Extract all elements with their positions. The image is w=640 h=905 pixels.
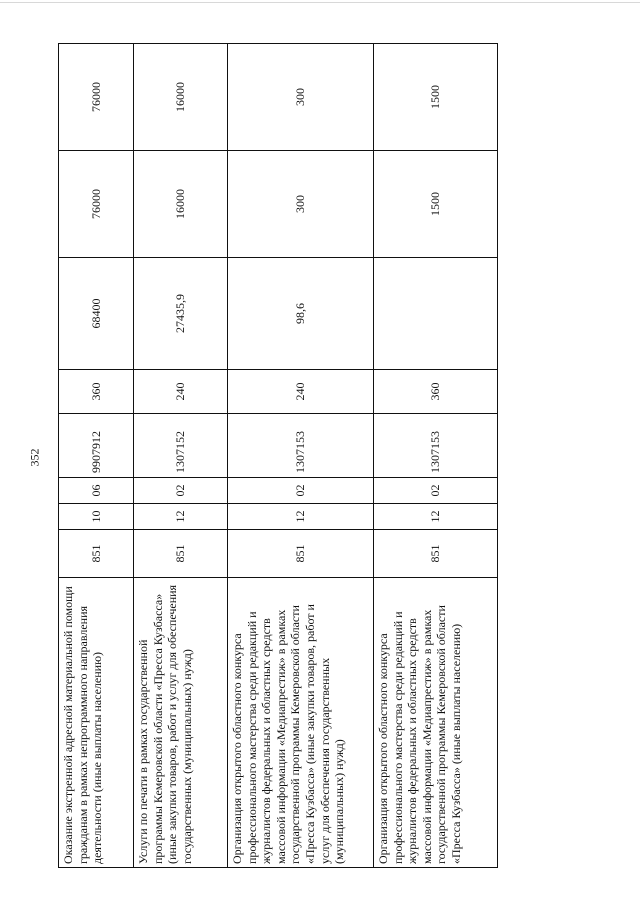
rotated-page-content [58, 43, 498, 868]
amount-col-2: 1500 [374, 151, 498, 258]
amount-col-2: 300 [228, 151, 374, 258]
section-code: 12 [228, 504, 374, 530]
row-description: Организация открытого областного конкурса профессионального мастерства среди редакций и журналистов федеральных и областных средств массовой информации «Медиапрестиж» в рамках государственной программы Кемеровской области «Пресса Кузбасса» (иные закупки товаров, работ и услуг для обеспечения государственных (муниципальных) нужд) [228, 578, 374, 868]
ministry-code: 851 [134, 530, 228, 578]
target-article-code: 1307153 [374, 414, 498, 478]
row-description: Оказание экстренной адресной материальной помощи гражданам в рамках непрограммного направления деятельности (иные выплаты населению) [59, 578, 134, 868]
ministry-code: 851 [59, 530, 134, 578]
table-row [134, 44, 228, 868]
amount-col-1 [374, 258, 498, 370]
ministry-code: 851 [228, 530, 374, 578]
subsection-code: 02 [374, 478, 498, 504]
amount-col-1: 98,6 [228, 258, 374, 370]
table-row [59, 44, 134, 868]
table-row [228, 44, 374, 868]
section-code: 12 [134, 504, 228, 530]
table-row [374, 44, 498, 868]
amount-col-3: 16000 [134, 44, 228, 151]
expense-type-code: 360 [374, 370, 498, 414]
target-article-code: 1307153 [228, 414, 374, 478]
amount-col-3: 300 [228, 44, 374, 151]
target-article-code: 9907912 [59, 414, 134, 478]
row-description: Услуги по печати в рамках государственной программы Кемеровской области «Пресса Кузбасса» (иные закупки товаров, работ и услуг для обеспечения государственных (муниципальных) нужд) [134, 578, 228, 868]
section-code: 12 [374, 504, 498, 530]
expense-type-code: 240 [134, 370, 228, 414]
amount-col-1: 27435,9 [134, 258, 228, 370]
scan-top-line [0, 2, 640, 3]
section-code: 10 [59, 504, 134, 530]
subsection-code: 02 [228, 478, 374, 504]
subsection-code: 06 [59, 478, 134, 504]
amount-col-2: 16000 [134, 151, 228, 258]
row-description: Организация открытого областного конкурса профессионального мастерства среди редакций и журналистов федеральных и областных средств массовой информации «Медиапрестиж» в рамках государственной программы Кемеровской области «Пресса Кузбасса» (иные выплаты населению) [374, 578, 498, 868]
target-article-code: 1307152 [134, 414, 228, 478]
budget-table [58, 43, 498, 868]
expense-type-code: 240 [228, 370, 374, 414]
page-number-text: 352 [27, 448, 42, 466]
ministry-code: 851 [374, 530, 498, 578]
page-number [28, 447, 42, 467]
subsection-code: 02 [134, 478, 228, 504]
amount-col-2: 76000 [59, 151, 134, 258]
expense-type-code: 360 [59, 370, 134, 414]
amount-col-3: 1500 [374, 44, 498, 151]
amount-col-3: 76000 [59, 44, 134, 151]
amount-col-1: 68400 [59, 258, 134, 370]
